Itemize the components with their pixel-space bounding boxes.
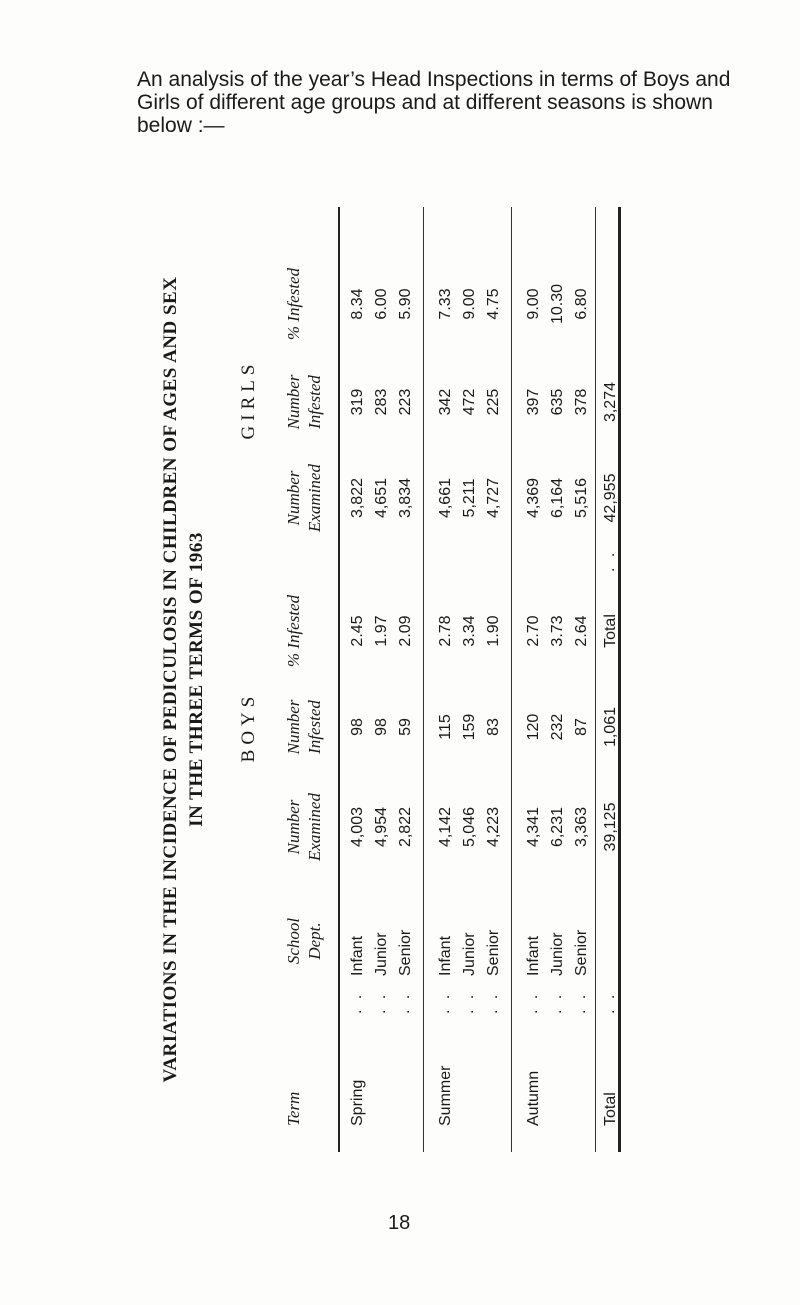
boys-pct-cell: 3.34 — [461, 615, 478, 647]
page-number: 18 — [388, 1212, 411, 1234]
header-boys-pct: % Infested — [284, 594, 303, 668]
row-separator — [511, 207, 512, 1152]
boys-examined-cell: 4,223 — [485, 806, 502, 848]
leader-dots: . . — [396, 991, 413, 1014]
girls-examined-cell: 3,822 — [349, 477, 366, 519]
boys-pct-cell: 2.70 — [525, 615, 542, 647]
girls-infested-cell: 319 — [349, 388, 366, 416]
boys-pct-cell: 1.90 — [485, 615, 502, 647]
leader-dots: . . — [460, 991, 477, 1014]
girls-infested-cell: 635 — [549, 388, 566, 416]
intro-paragraph: An analysis of the year’s Head Inspections in terms of Boys and Girls of different age groups and at different seasons is shown below :— — [137, 68, 731, 137]
leader-dots: . . — [524, 991, 541, 1014]
dept-cell: Senior — [485, 929, 502, 976]
header-girls-infested: Number Infested — [284, 374, 324, 430]
girls-examined-cell: 4,651 — [373, 477, 390, 519]
boys-pct-cell: 1.97 — [373, 615, 390, 647]
boys-examined-cell: 4,954 — [373, 806, 390, 848]
boys-examined-cell: 2,822 — [397, 806, 414, 848]
girls-examined-cell: 4,661 — [437, 477, 454, 519]
leader-dots: . . — [548, 991, 565, 1014]
dept-cell: Junior — [461, 932, 478, 976]
boys-infested-cell: 98 — [349, 718, 366, 736]
header-girls-examined: Number Examined — [284, 464, 324, 532]
girls-pct-cell: 9.00 — [461, 288, 478, 320]
girls-group-label: GIRLS — [238, 359, 259, 440]
girls-infested-cell: 342 — [437, 388, 454, 416]
total-mid-label: Total — [602, 614, 619, 648]
header-dept: School Dept. — [284, 917, 324, 965]
header-boys-examined: Number Examined — [284, 793, 324, 861]
row-separator — [423, 207, 424, 1152]
boys-infested-cell: 232 — [549, 713, 566, 741]
leader-dots: . . — [372, 991, 389, 1014]
dept-cell: Infant — [525, 935, 542, 976]
dept-cell: Infant — [349, 935, 366, 976]
table-subtitle: IN THE THREE TERMS OF 1963 — [186, 532, 207, 827]
girls-infested-cell: 283 — [373, 388, 390, 416]
leader-dots: . . — [436, 991, 453, 1014]
header-girls-pct: % Infested — [284, 267, 303, 341]
total-boys-examined: 39,125 — [602, 802, 619, 852]
girls-pct-cell: 8.34 — [349, 288, 366, 320]
boys-pct-cell: 2.64 — [573, 615, 590, 647]
boys-pct-cell: 2.78 — [437, 615, 454, 647]
boys-pct-cell: 3.73 — [549, 615, 566, 647]
girls-examined-cell: 3,834 — [397, 477, 414, 519]
header-boys-infested: Number Infested — [284, 699, 324, 755]
girls-pct-cell: 6.00 — [373, 288, 390, 320]
girls-pct-cell: 10.30 — [549, 283, 566, 325]
dept-cell: Infant — [437, 935, 454, 976]
leader-dots: . . — [601, 549, 618, 572]
girls-infested-cell: 397 — [525, 388, 542, 416]
leader-dots: . . — [348, 991, 365, 1014]
girls-pct-cell: 4.75 — [485, 288, 502, 320]
boys-examined-cell: 5,046 — [461, 806, 478, 848]
boys-pct-cell: 2.45 — [349, 615, 366, 647]
girls-infested-cell: 472 — [461, 388, 478, 416]
boys-pct-cell: 2.09 — [397, 615, 414, 647]
term-cell: Summer — [437, 1065, 454, 1126]
girls-examined-cell: 5,516 — [573, 477, 590, 519]
girls-infested-cell: 225 — [485, 388, 502, 416]
boys-infested-cell: 87 — [573, 718, 590, 736]
girls-examined-cell: 4,369 — [525, 477, 542, 519]
term-cell: Autumn — [525, 1070, 542, 1126]
boys-examined-cell: 4,003 — [349, 806, 366, 848]
boys-infested-cell: 59 — [397, 718, 414, 736]
dept-cell: Junior — [373, 932, 390, 976]
boys-examined-cell: 4,142 — [437, 806, 454, 848]
girls-pct-cell: 5.90 — [397, 288, 414, 320]
dept-cell: Junior — [549, 932, 566, 976]
boys-infested-cell: 159 — [461, 713, 478, 741]
term-cell: Spring — [349, 1079, 366, 1126]
girls-pct-cell: 9.00 — [525, 288, 542, 320]
total-label: Total — [602, 1092, 619, 1126]
incidence-table — [160, 207, 650, 1152]
boys-examined-cell: 6,231 — [549, 806, 566, 848]
leader-dots: . . — [484, 991, 501, 1014]
girls-examined-cell: 5,211 — [461, 478, 478, 518]
girls-infested-cell: 223 — [397, 388, 414, 416]
row-separator — [595, 207, 596, 1152]
girls-examined-cell: 6,164 — [549, 477, 566, 519]
boys-infested-cell: 120 — [525, 713, 542, 741]
total-girls-examined: 42,955 — [602, 473, 619, 523]
dept-cell: Senior — [397, 929, 414, 976]
boys-examined-cell: 4,341 — [525, 806, 542, 848]
girls-infested-cell: 378 — [573, 388, 590, 416]
girls-pct-cell: 6.80 — [573, 288, 590, 320]
girls-examined-cell: 4,727 — [485, 477, 502, 519]
boys-group-label: BOYS — [238, 691, 259, 763]
boys-examined-cell: 3,363 — [573, 806, 590, 848]
header-term: Term — [284, 1091, 303, 1126]
table-title: VARIATIONS IN THE INCIDENCE OF PEDICULOSIS IN CHILDREN OF AGES AND SEX — [160, 276, 181, 1083]
total-boys-infested: 1,061 — [602, 706, 619, 748]
boys-infested-cell: 83 — [485, 718, 502, 736]
boys-infested-cell: 98 — [373, 718, 390, 736]
boys-infested-cell: 115 — [437, 714, 454, 740]
dept-cell: Senior — [573, 929, 590, 976]
total-girls-infested: 3,274 — [602, 381, 619, 423]
girls-pct-cell: 7.33 — [437, 288, 454, 320]
leader-dots: . . — [601, 991, 618, 1014]
leader-dots: . . — [572, 991, 589, 1014]
